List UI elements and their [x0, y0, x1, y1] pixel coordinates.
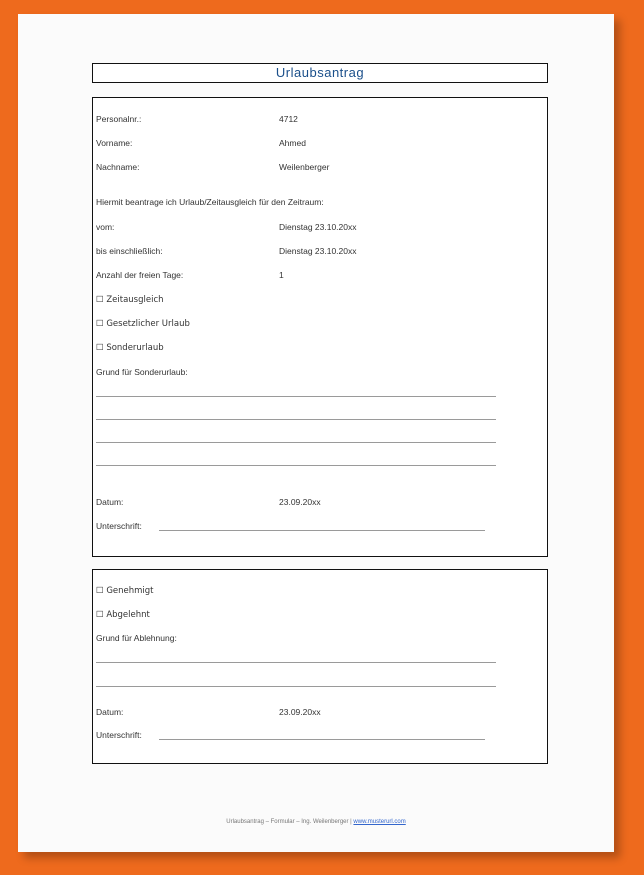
- date-label: Datum:: [96, 497, 124, 507]
- from-value: Dienstag 23.10.20xx: [279, 222, 357, 232]
- days-value: 1: [279, 270, 284, 280]
- lastname-label: Nachname:: [96, 162, 140, 172]
- rejection-reason-label: Grund für Ablehnung:: [96, 633, 177, 643]
- page-footer: [18, 819, 614, 825]
- reason-line-2[interactable]: [96, 419, 496, 420]
- option-sonderurlaub-checkbox[interactable]: ☐ Sonderurlaub: [96, 343, 164, 353]
- signature-line[interactable]: [159, 530, 485, 531]
- footer-text: Urlaubsantrag – Formular – Ing. Weilenberger |: [226, 819, 352, 825]
- days-label: Anzahl der freien Tage:: [96, 270, 184, 280]
- approval-date-label: Datum:: [96, 707, 124, 717]
- reason-line-4[interactable]: [96, 465, 496, 466]
- approval-section: [92, 569, 548, 764]
- request-section: [92, 97, 548, 557]
- document-page: [18, 14, 614, 852]
- personnel-label: Personalnr.:: [96, 114, 142, 124]
- approved-checkbox[interactable]: ☐ Genehmigt: [96, 586, 154, 596]
- firstname-label: Vorname:: [96, 138, 133, 148]
- reason-label: Grund für Sonderurlaub:: [96, 367, 188, 377]
- footer-link[interactable]: www.musterurl.com: [353, 819, 406, 825]
- approval-date-value: 23.09.20xx: [279, 707, 321, 717]
- firstname-value: Ahmed: [279, 138, 306, 148]
- lastname-value: Weilenberger: [279, 162, 330, 172]
- to-label: bis einschließlich:: [96, 246, 163, 256]
- rejection-line-2[interactable]: [96, 686, 496, 687]
- form-title: Urlaubsantrag: [92, 63, 548, 83]
- reason-line-1[interactable]: [96, 396, 496, 397]
- request-statement: Hiermit beantrage ich Urlaub/Zeitausgleich für den Zeitraum:: [96, 197, 324, 207]
- signature-label: Unterschrift:: [96, 521, 142, 531]
- from-label: vom:: [96, 222, 115, 232]
- date-value: 23.09.20xx: [279, 497, 321, 507]
- reason-line-3[interactable]: [96, 442, 496, 443]
- option-gesetzlicher-urlaub-checkbox[interactable]: ☐ Gesetzlicher Urlaub: [96, 319, 190, 329]
- to-value: Dienstag 23.10.20xx: [279, 246, 357, 256]
- personnel-value: 4712: [279, 114, 298, 124]
- approval-signature-line[interactable]: [159, 739, 485, 740]
- approval-signature-label: Unterschrift:: [96, 730, 142, 740]
- rejection-line-1[interactable]: [96, 662, 496, 663]
- option-zeitausgleich-checkbox[interactable]: ☐ Zeitausgleich: [96, 295, 164, 305]
- rejected-checkbox[interactable]: ☐ Abgelehnt: [96, 610, 150, 620]
